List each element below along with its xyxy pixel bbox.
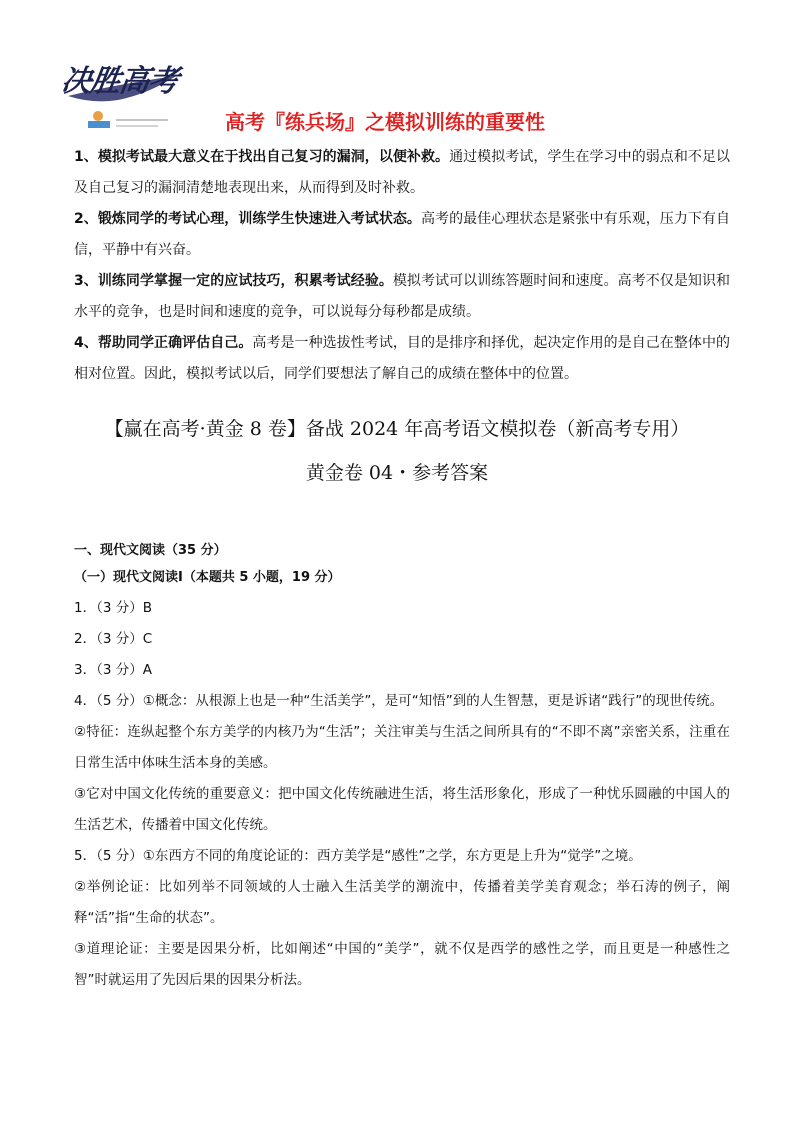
document-title: 【赢在高考·黄金 8 卷】备战 2024 年高考语文模拟卷（新高考专用） — [104, 418, 690, 440]
answer-body — [74, 540, 730, 996]
answer-line: 1．（3 分）B — [74, 600, 152, 616]
banner-title: 高考『练兵场』之模拟训练的重要性 — [225, 110, 545, 134]
logo-text: 决胜高考 — [59, 64, 180, 99]
intro-point-text: 模拟考试可以训练答题时间和速度。高考不仅是知识和水平的竞争，也是时间和速度的竞争，可以说每分每秒都是成绩。 — [74, 273, 730, 320]
answer-paragraph: ③它对中国文化传统的重要意义：把中国文化传统融进生活，将生活形象化，形成了一种忧乐圆融的中国人的生活艺术，传播着中国文化传统。 — [74, 786, 730, 833]
intro-point-text: 通过模拟考试，学生在学习中的弱点和不足以及自己复习的漏洞清楚地表现出来，从而得到及时补救。 — [74, 149, 730, 196]
answer-paragraph: 4．（5 分）①概念：从根源上也是一种“生活美学”，是可“知悟”到的人生智慧，更是诉诸“践行”的现世传统。 — [74, 693, 724, 709]
answer-paragraph: ②特征：连纵起整个东方美学的内核乃为“生活”；关注审美与生活之间所具有的“不即不离”亲密关系，注重在日常生活中体味生活本身的美感。 — [74, 724, 730, 771]
answer-paragraph: 5．（5 分）①东西方不同的角度论证的：西方美学是“感性”之学，东方更是上升为“觉学”之境。 — [74, 848, 642, 864]
intro-point-heading: 4、帮助同学正确评估自己。 — [74, 335, 253, 351]
logo — [58, 54, 188, 134]
answer-line: 3．（3 分）A — [74, 662, 152, 678]
intro-paragraph — [74, 142, 730, 204]
intro-point-text: 高考是一种选拔性考试，目的是排序和择优，起决定作用的是自己在整体中的相对位置。因此，模拟考试以后，同学们要想法了解自己的成绩在整体中的位置。 — [74, 335, 731, 382]
subsection-heading: （一）现代文阅读Ⅰ（本题共 5 小题，19 分） — [74, 570, 341, 585]
document-subtitle: 黄金卷 04・参考答案 — [305, 462, 489, 484]
answer-line: 2．（3 分）C — [74, 631, 153, 647]
intro-paragraph — [74, 328, 730, 390]
intro-paragraph — [74, 266, 730, 328]
intro-point-heading: 2、锻炼同学的考试心理，训练学生快速进入考试状态。 — [74, 211, 421, 227]
section-heading: 一、现代文阅读（35 分） — [74, 543, 227, 558]
intro-point-heading: 1、模拟考试最大意义在于找出自己复习的漏洞，以便补救。 — [74, 149, 450, 165]
intro-point-text: 高考的最佳心理状态是紧张中有乐观，压力下有自信，平静中有兴奋。 — [74, 211, 730, 258]
intro-point-heading: 3、训练同学掌握一定的应试技巧，积累考试经验。 — [74, 273, 393, 289]
answer-paragraph: ②举例论证：比如列举不同领域的人士融入生活美学的潮流中，传播着美学美育观念；举石涛的例子，阐释“活”指“生命的状态”。 — [74, 879, 730, 926]
intro-paragraph — [74, 204, 730, 266]
intro-section — [74, 142, 730, 390]
answer-paragraph: ③道理论证：主要是因果分析，比如阐述“中国的“美学”，就不仅是西学的感性之学，而且更是一种感性之智”时就运用了先因后果的因果分析法。 — [74, 941, 730, 988]
